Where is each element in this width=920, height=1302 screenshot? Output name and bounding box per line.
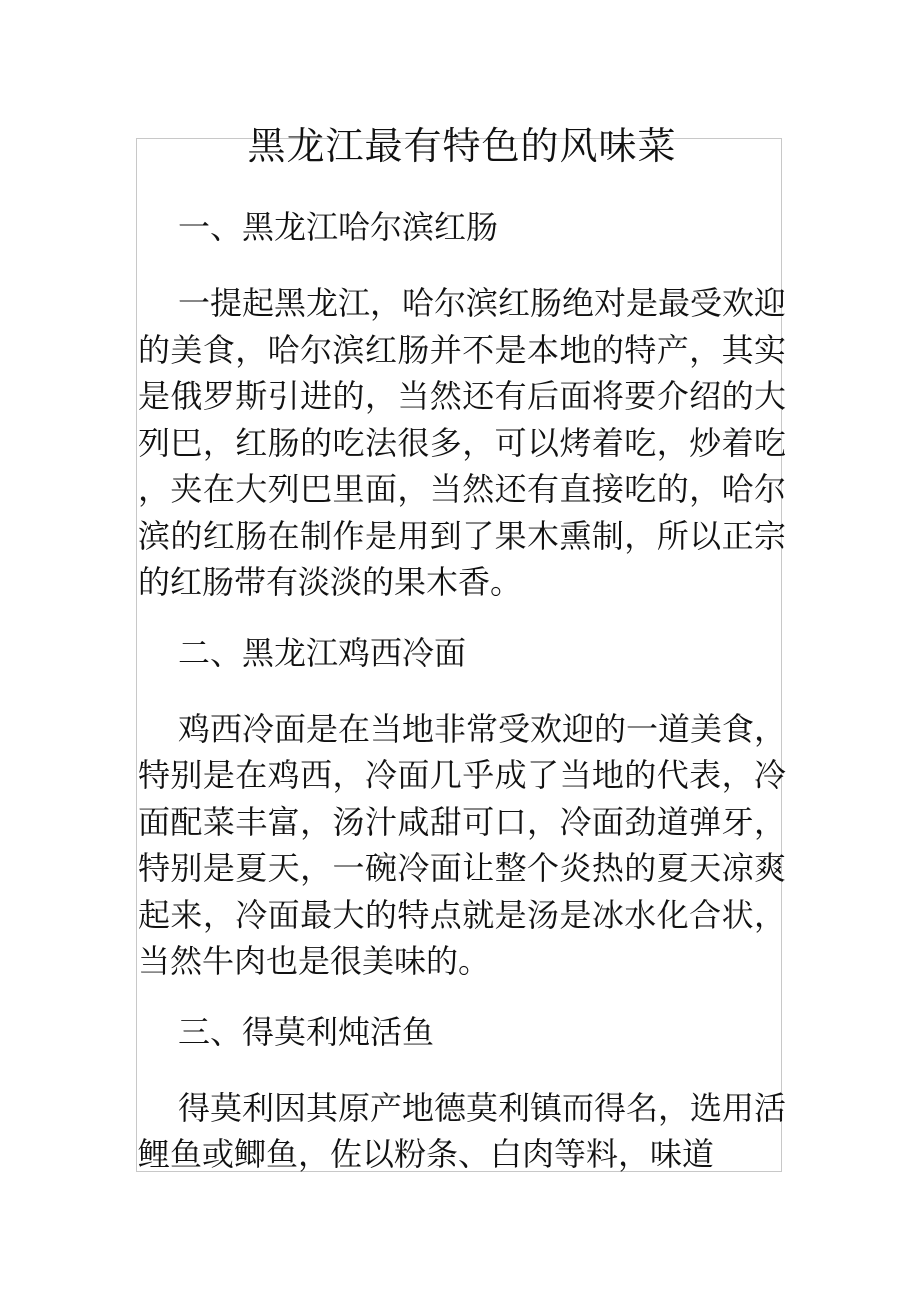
section-heading: 三、得莫利炖活鱼 (178, 1012, 435, 1051)
document-title: 黑龙江最有特色的风味菜 (247, 124, 677, 168)
section-heading: 二、黑龙江鸡西冷面 (178, 633, 467, 672)
section-heading: 一、黑龙江哈尔滨红肠 (178, 208, 499, 246)
document-body (138, 118, 786, 1178)
section-paragraph: 一提起黑龙江，哈尔滨红肠绝对是最受欢迎的美食，哈尔滨红肠并不是本地的特产，其实是俄罗斯引进的，当然还有后面将要介绍的大列巴，红肠的吃法很多，可以烤着吃，炒着吃，夹在大列巴里面，当然还有直接吃的，哈尔滨的红肠在制作是用到了果木熏制，所以正宗的红肠带有淡淡的果木香。 (138, 284, 787, 601)
section-paragraph: 鸡西冷面是在当地非常受欢迎的一道美食，特别是在鸡西，冷面几乎成了当地的代表，冷面配菜丰富，汤汁咸甜可口，冷面劲道弹牙，特别是夏天，一碗冷面让整个炎热的夏天凉爽起来，冷面最大的特点就是汤是冰水化合状，当然牛肉也是很美味的。 (138, 709, 787, 980)
section-paragraph: 得莫利因其原产地德莫利镇而得名，选用活鲤鱼或鲫鱼，佐以粉条、白肉等料，味道 (138, 1088, 787, 1173)
